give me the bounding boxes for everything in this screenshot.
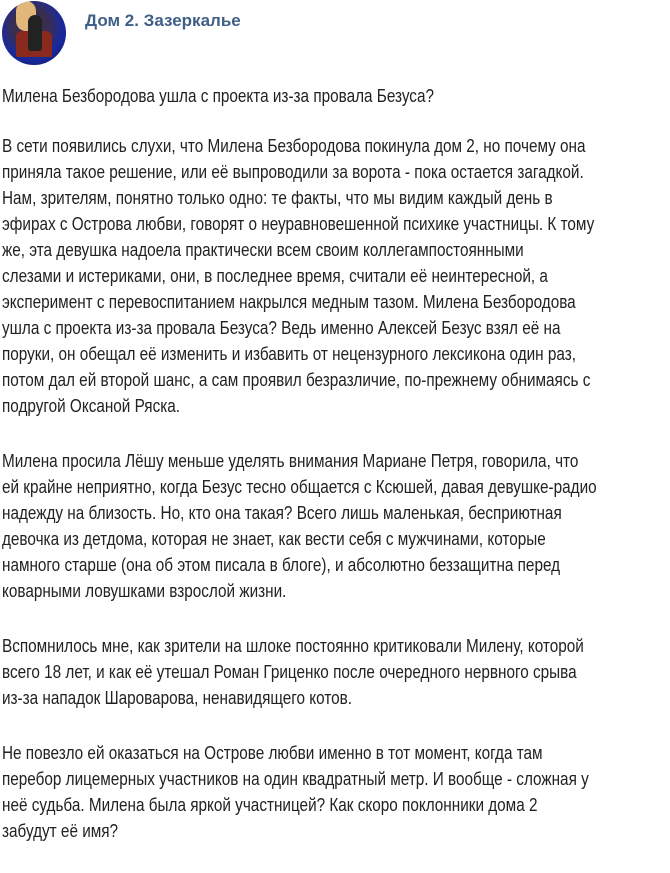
post-header	[0, 0, 670, 70]
post-paragraph	[2, 448, 665, 604]
group-name-link[interactable]: Дом 2. Зазеркалье	[85, 11, 241, 30]
paragraph-line: потом дал ей второй шанс, а сам проявил безразличие, по-прежнему обнимаясь с	[2, 370, 591, 390]
paragraph-line: Милена просила Лёшу меньше уделять внимания Мариане Петря, говорила, что	[2, 451, 579, 471]
paragraph-line: подругой Оксаной Ряска.	[2, 396, 181, 416]
paragraph-line: В сети появились слухи, что Милена Безбородова покинула дом 2, но почему она	[2, 136, 586, 156]
paragraph-line: намного старше (она об этом писала в блоге), и абсолютно беззащитна перед	[2, 555, 561, 575]
paragraph-line: Не повезло ей оказаться на Острове любви именно в тот момент, когда там	[2, 743, 543, 763]
post-paragraph	[2, 740, 665, 844]
paragraph-line: всего 18 лет, и как её утешал Роман Гриценко после очередного нервного срыва	[2, 662, 577, 682]
post-body	[2, 83, 665, 873]
paragraph-line: забудут её имя?	[2, 821, 119, 841]
paragraph-line: неё судьба. Милена была яркой участницей? Как скоро поклонники дома 2	[2, 795, 538, 815]
paragraph-line: девочка из детдома, которая не знает, как вести себя с мужчинами, которые	[2, 529, 546, 549]
avatar-figure	[28, 15, 42, 51]
group-avatar[interactable]	[2, 1, 66, 65]
paragraph-line: Вспомнилось мне, как зрители на шлоке постоянно критиковали Милену, которой	[2, 636, 584, 656]
paragraph-line: ушла с проекта из-за провала Безуса? Ведь именно Алексей Безус взял её на	[2, 318, 561, 338]
paragraph-line: перебор лицемерных участников на один квадратный метр. И вообще - сложная у	[2, 769, 589, 789]
paragraph-line: слезами и истериками, они, в последнее время, считали её неинтересной, а	[2, 266, 548, 286]
post-paragraph	[2, 133, 665, 419]
paragraph-line: поруки, он обещал её изменить и избавить от нецензурного лексикона один раз,	[2, 344, 576, 364]
paragraph-line: эксперимент с перевоспитанием накрылся медным тазом. Милена Безбородова	[2, 292, 576, 312]
paragraph-line: Нам, зрителям, понятно только одно: те факты, что мы видим каждый день в	[2, 188, 553, 208]
paragraph-line: надежду на близость. Но, кто она такая? Всего лишь маленькая, бесприютная	[2, 503, 562, 523]
paragraph-line: приняла такое решение, или её выпроводили за ворота - пока остается загадкой.	[2, 162, 584, 182]
post-paragraph	[2, 633, 665, 711]
paragraph-line: же, эта девушка надоела практически всем своим коллегампостоянными	[2, 240, 524, 260]
paragraph-line: коварными ловушками взрослой жизни.	[2, 581, 287, 601]
paragraph-line: из-за нападок Шароварова, ненавидящего котов.	[2, 688, 353, 708]
post-headline: Милена Безбородова ушла с проекта из-за провала Безуса?	[2, 86, 434, 106]
paragraph-line: ей крайне неприятно, когда Безус тесно общается с Ксюшей, давая девушке-радио	[2, 477, 597, 497]
paragraph-line: эфирах с Острова любви, говорят о неуравновешенной психике участницы. К тому	[2, 214, 595, 234]
